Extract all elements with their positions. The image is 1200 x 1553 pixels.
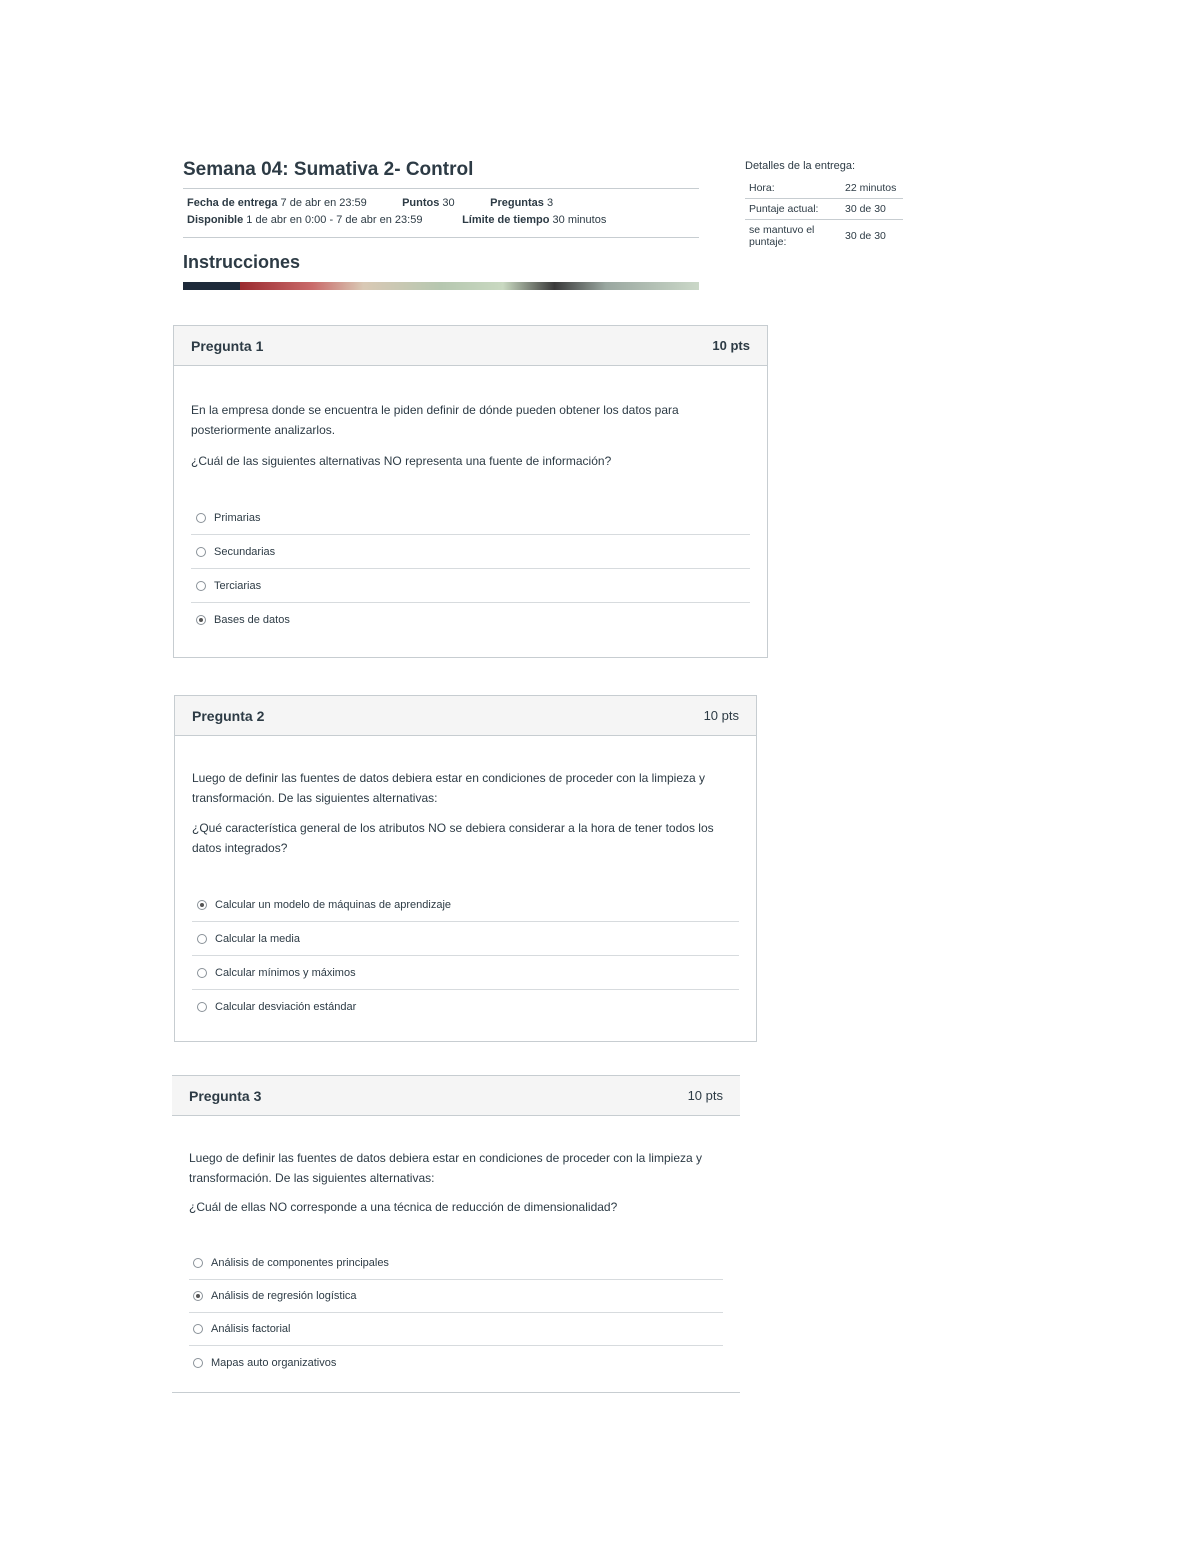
submission-row-value: 30 de 30 [845,230,886,242]
question-2 [174,695,757,1042]
radio-icon[interactable] [196,615,206,625]
radio-icon[interactable] [193,1258,203,1268]
quiz-header [183,158,699,290]
question-1 [173,325,768,658]
page-title: Semana 04: Sumativa 2- Control [183,159,474,180]
submission-row-value: 30 de 30 [845,203,886,215]
submission-row [745,199,903,220]
quiz-meta [183,188,699,238]
submission-row [745,220,903,253]
submission-row [745,178,903,199]
answer-label: Calcular desviación estándar [215,1001,357,1013]
question-prompt: ¿Cuál de ellas NO corresponde a una técnica de reducción de dimensionalidad? [189,1200,618,1214]
answer-label: Análisis factorial [211,1323,291,1335]
answer-option[interactable] [192,990,739,1024]
question-body [174,400,767,637]
question-points: 10 pts [712,338,750,353]
submission-row-value: 22 minutos [845,182,897,194]
submission-row-label: Hora: [749,182,775,194]
submission-details [745,158,905,252]
question-body [175,768,756,1024]
question-points: 10 pts [703,708,739,723]
available-value: 1 de abr en 0:00 - 7 de abr en 23:59 [246,214,423,226]
question-prompt: ¿Qué característica general de los atributos NO se debiera considerar a la hora de tener todos los datos integrados? [192,821,714,855]
answer-list [192,888,739,1024]
radio-icon[interactable] [197,934,207,944]
answer-list [189,1247,723,1379]
answer-label: Terciarias [214,579,262,592]
question-name: Pregunta 3 [189,1087,262,1104]
points-label: Puntos [402,197,440,209]
answer-list [191,501,750,637]
radio-icon[interactable] [197,968,207,978]
question-name: Pregunta 1 [191,337,264,354]
question-3 [172,1075,740,1393]
answer-option[interactable] [189,1247,723,1280]
answer-label: Análisis de regresión logística [211,1290,357,1302]
radio-icon[interactable] [197,900,207,910]
answer-option[interactable] [191,569,750,603]
available-label: Disponible [187,214,244,226]
submission-details-table [745,178,903,252]
due-label: Fecha de entrega [187,197,278,209]
question-prompt: ¿Cuál de las siguientes alternativas NO representa una fuente de información? [191,454,612,468]
question-body [172,1148,740,1379]
answer-option[interactable] [189,1346,723,1379]
answer-label: Primarias [214,511,261,524]
answer-label: Mapas auto organizativos [211,1356,337,1369]
radio-icon[interactable] [196,581,206,591]
radio-icon[interactable] [196,513,206,523]
answer-option[interactable] [189,1313,723,1346]
answer-label: Calcular mínimos y máximos [215,966,356,979]
radio-icon[interactable] [193,1324,203,1334]
answer-option[interactable] [191,603,750,637]
radio-icon[interactable] [193,1358,203,1368]
answer-option[interactable] [192,956,739,990]
answer-option[interactable] [192,888,739,922]
radio-icon[interactable] [193,1291,203,1301]
answer-label: Bases de datos [214,614,290,626]
points-value: 30 [442,197,455,209]
question-text: Luego de definir las fuentes de datos debiera estar en condiciones de proceder con la limpieza y transformación. De las siguientes alternativas: [189,1151,702,1185]
answer-label: Calcular la media [215,932,300,945]
submission-row-label: Puntaje actual: [749,203,819,215]
question-header [174,326,767,366]
question-text: En la empresa donde se encuentra le piden definir de dónde pueden obtener los datos para posteriormente analizarlos. [191,403,679,437]
time-limit-value: 30 minutos [552,214,607,226]
instructions-title: Instrucciones [183,252,301,272]
answer-label: Secundarias [214,545,276,558]
question-points: 10 pts [687,1088,723,1103]
answer-option[interactable] [189,1280,723,1313]
question-header [172,1076,740,1116]
submission-details-title: Detalles de la entrega: [745,160,856,172]
radio-icon[interactable] [196,547,206,557]
due-value: 7 de abr en 23:59 [280,197,367,209]
answer-option[interactable] [191,535,750,569]
submission-row-label: se mantuvo el puntaje: [749,224,815,248]
question-name: Pregunta 2 [192,707,265,724]
question-text: Luego de definir las fuentes de datos debiera estar en condiciones de proceder con la limpieza y transformación. De las siguientes alternativas: [192,771,705,805]
answer-label: Análisis de componentes principales [211,1257,389,1269]
answer-option[interactable] [192,922,739,956]
instructions-banner [183,282,699,290]
time-limit-label: Límite de tiempo [462,214,550,226]
answer-option[interactable] [191,501,750,535]
answer-label: Calcular un modelo de máquinas de aprendizaje [215,898,452,911]
radio-icon[interactable] [197,1002,207,1012]
questions-label: Preguntas [490,197,544,209]
question-header [175,696,756,736]
questions-value: 3 [546,197,554,209]
